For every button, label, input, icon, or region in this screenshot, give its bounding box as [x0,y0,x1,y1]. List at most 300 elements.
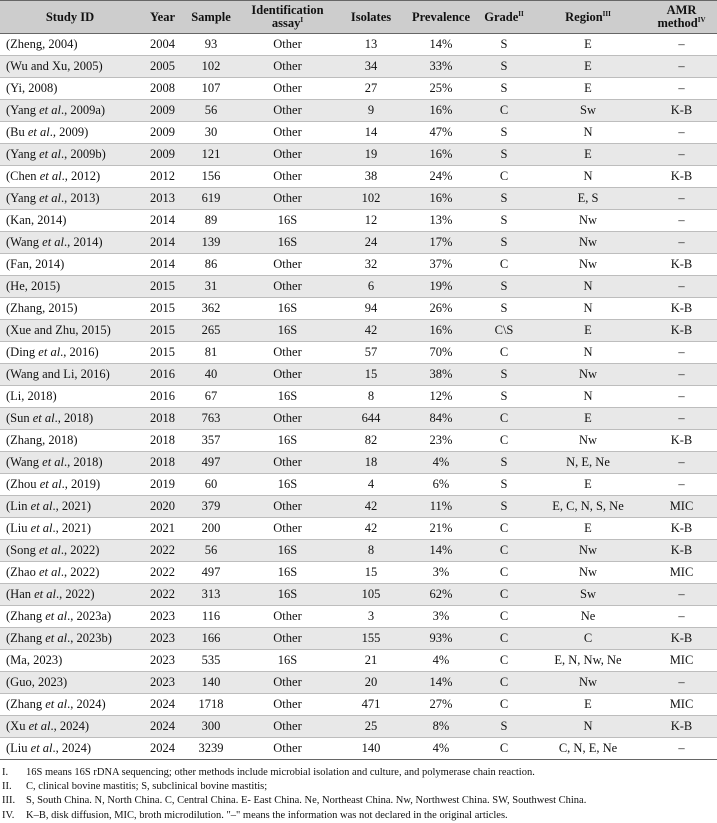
cell-amr: – [646,276,717,298]
cell-study-id [0,650,140,672]
cell-sample: 67 [185,386,237,408]
cell-prevalence: 6% [404,474,478,496]
cell-study-id [0,276,140,298]
cell-sample: 31 [185,276,237,298]
cell-isolates: 4 [338,474,404,496]
cell-prevalence: 4% [404,738,478,760]
cell-region: E [530,474,646,496]
study-id-year: ., 2018) [64,455,103,469]
cell-isolates: 42 [338,320,404,342]
cell-grade: S [478,122,530,144]
cell-isolates: 3 [338,606,404,628]
cell-year: 2005 [140,56,185,78]
header-grade-sup: II [518,9,524,18]
cell-year: 2024 [140,694,185,716]
cell-region: E [530,56,646,78]
table-row [0,298,717,320]
study-id-text: (Guo, 2023) [6,675,68,689]
cell-isolates: 471 [338,694,404,716]
cell-prevalence: 84% [404,408,478,430]
cell-isolates: 644 [338,408,404,430]
header-sample: Sample [185,1,237,34]
cell-assay: Other [237,364,338,386]
study-id-text: (Wang [6,455,43,469]
cell-amr: – [646,144,717,166]
cell-study-id [0,694,140,716]
study-id-text: (Zhang, 2018) [6,433,78,447]
header-identification-assay: Identification assay$^I$ [237,1,338,34]
cell-year: 2015 [140,298,185,320]
cell-prevalence: 24% [404,166,478,188]
cell-assay: Other [237,408,338,430]
cell-year: 2013 [140,188,185,210]
cell-prevalence: 16% [404,188,478,210]
cell-amr: – [646,386,717,408]
cell-region: N [530,716,646,738]
study-id-year: ., 2012) [61,169,101,183]
table-row [0,628,717,650]
cell-grade: C [478,540,530,562]
cell-amr: – [646,188,717,210]
study-id-year: ., 2022) [60,543,100,557]
table-row [0,496,717,518]
cell-amr: K-B [646,254,717,276]
study-id-year: ., 2009) [49,125,89,139]
cell-year: 2015 [140,342,185,364]
cell-isolates: 57 [338,342,404,364]
cell-prevalence: 21% [404,518,478,540]
cell-year: 2022 [140,562,185,584]
cell-region: N, E, Ne [530,452,646,474]
cell-isolates: 9 [338,100,404,122]
cell-year: 2018 [140,452,185,474]
cell-study-id [0,122,140,144]
cell-isolates: 42 [338,518,404,540]
cell-assay: Other [237,56,338,78]
cell-amr: K-B [646,100,717,122]
cell-study-id [0,628,140,650]
cell-assay: Other [237,496,338,518]
header-region: Region$^{III}$ [530,1,646,34]
cell-amr: – [646,342,717,364]
header-year: Year [140,1,185,34]
study-id-text: (Li, 2018) [6,389,57,403]
cell-study-id [0,584,140,606]
cell-year: 2024 [140,716,185,738]
cell-isolates: 24 [338,232,404,254]
cell-prevalence: 19% [404,276,478,298]
cell-prevalence: 12% [404,386,478,408]
cell-sample: 166 [185,628,237,650]
study-id-etal: et al [45,697,68,711]
cell-sample: 265 [185,320,237,342]
cell-amr: – [646,364,717,386]
cell-isolates: 14 [338,122,404,144]
cell-isolates: 8 [338,386,404,408]
cell-study-id [0,232,140,254]
cell-region: E [530,34,646,56]
cell-study-id [0,166,140,188]
cell-region: E [530,408,646,430]
study-id-year: ., 2014) [64,235,103,249]
cell-sample: 56 [185,100,237,122]
study-id-etal: et al [30,741,53,755]
table-row [0,672,717,694]
cell-grade: C [478,430,530,452]
cell-study-id [0,78,140,100]
cell-isolates: 34 [338,56,404,78]
cell-isolates: 13 [338,34,404,56]
study-id-text: (Ma, 2023) [6,653,63,667]
cell-region: N [530,342,646,364]
cell-grade: C [478,650,530,672]
cell-isolates: 6 [338,276,404,298]
cell-study-id [0,144,140,166]
cell-prevalence: 14% [404,34,478,56]
study-id-year: ., 2009a) [61,103,106,117]
cell-isolates: 38 [338,166,404,188]
study-id-text: (Wu and Xu, 2005) [6,59,103,73]
study-id-etal: et al [39,477,62,491]
cell-study-id [0,320,140,342]
cell-grade: S [478,188,530,210]
study-id-year: ., 2024) [67,697,106,711]
cell-assay: 16S [237,298,338,320]
cell-year: 2012 [140,166,185,188]
table-row [0,342,717,364]
cell-assay: Other [237,694,338,716]
cell-prevalence: 13% [404,210,478,232]
study-id-text: (Zhang [6,697,46,711]
cell-year: 2023 [140,650,185,672]
cell-assay: Other [237,672,338,694]
table-row [0,320,717,342]
cell-grade: S [478,716,530,738]
cell-assay: Other [237,34,338,56]
cell-study-id [0,430,140,452]
cell-amr: – [646,474,717,496]
table-row [0,386,717,408]
footnote-number: III. [2,795,16,807]
cell-region: E [530,78,646,100]
cell-year: 2022 [140,584,185,606]
header-amr-method: AMR method$^{IV}$ [646,1,717,34]
table-row [0,408,717,430]
header-identification-assay-sup: I [300,15,304,24]
study-id-year: ., 2016) [60,345,99,359]
study-id-text: (Zhao [6,565,39,579]
cell-assay: Other [237,716,338,738]
cell-year: 2014 [140,232,185,254]
cell-amr: – [646,122,717,144]
cell-grade: S [478,78,530,100]
cell-prevalence: 17% [404,232,478,254]
cell-isolates: 15 [338,562,404,584]
study-id-etal: et al [34,587,56,601]
cell-year: 2018 [140,430,185,452]
cell-amr: K-B [646,540,717,562]
cell-year: 2016 [140,364,185,386]
cell-prevalence: 4% [404,650,478,672]
study-id-etal: et al [39,191,61,205]
cell-sample: 763 [185,408,237,430]
study-id-year: ., 2024) [50,719,89,733]
study-id-text: (Zhang [6,631,46,645]
cell-grade: S [478,210,530,232]
cell-sample: 300 [185,716,237,738]
table-row [0,34,717,56]
cell-isolates: 20 [338,672,404,694]
cell-year: 2023 [140,606,185,628]
cell-region: Nw [530,232,646,254]
cell-sample: 102 [185,56,237,78]
cell-year: 2009 [140,144,185,166]
study-id-text: (Liu [6,521,31,535]
study-id-text: (Wang [6,235,43,249]
cell-prevalence: 93% [404,628,478,650]
footnotes [0,760,717,823]
cell-region: N [530,122,646,144]
cell-amr: – [646,408,717,430]
cell-year: 2022 [140,540,185,562]
cell-sample: 535 [185,650,237,672]
cell-assay: Other [237,122,338,144]
cell-prevalence: 16% [404,320,478,342]
cell-isolates: 32 [338,254,404,276]
cell-sample: 139 [185,232,237,254]
cell-region: Sw [530,584,646,606]
cell-year: 2009 [140,122,185,144]
table-row [0,232,717,254]
cell-assay: 16S [237,320,338,342]
cell-assay: 16S [237,474,338,496]
cell-sample: 379 [185,496,237,518]
cell-region: Nw [530,540,646,562]
cell-isolates: 25 [338,716,404,738]
cell-amr: – [646,452,717,474]
cell-region: E, N, Nw, Ne [530,650,646,672]
cell-sample: 30 [185,122,237,144]
study-id-year: ., 2021) [52,521,92,535]
cell-study-id [0,100,140,122]
cell-isolates: 140 [338,738,404,760]
table-row [0,144,717,166]
cell-year: 2009 [140,100,185,122]
cell-amr: K-B [646,716,717,738]
cell-study-id [0,672,140,694]
cell-amr: MIC [646,694,717,716]
cell-sample: 156 [185,166,237,188]
cell-region: C [530,628,646,650]
cell-sample: 56 [185,540,237,562]
cell-region: Nw [530,210,646,232]
study-id-text: (Han [6,587,35,601]
cell-grade: C [478,562,530,584]
cell-study-id [0,452,140,474]
cell-region: Nw [530,562,646,584]
cell-sample: 497 [185,452,237,474]
cell-assay: Other [237,166,338,188]
cell-amr: K-B [646,298,717,320]
cell-sample: 107 [185,78,237,100]
cell-assay: Other [237,78,338,100]
cell-assay: 16S [237,584,338,606]
study-id-text: (Yi, 2008) [6,81,58,95]
cell-prevalence: 8% [404,716,478,738]
cell-isolates: 42 [338,496,404,518]
header-isolates: Isolates [338,1,404,34]
header-grade: Grade$^{II}$ [478,1,530,34]
cell-grade: S [478,144,530,166]
table-row [0,78,717,100]
cell-grade: C [478,100,530,122]
cell-region: N [530,298,646,320]
cell-assay: Other [237,100,338,122]
study-id-text: (Zhang [6,609,46,623]
cell-prevalence: 37% [404,254,478,276]
study-id-text: (Chen [6,169,40,183]
header-row [0,1,717,34]
cell-assay: Other [237,276,338,298]
cell-sample: 357 [185,430,237,452]
study-id-year: ., 2023b) [67,631,112,645]
cell-study-id [0,210,140,232]
study-id-text: (Zhou [6,477,40,491]
cell-year: 2015 [140,320,185,342]
study-id-etal: et al [45,609,68,623]
study-id-year: ., 2018) [54,411,94,425]
cell-isolates: 18 [338,452,404,474]
cell-grade: S [478,276,530,298]
table-row [0,452,717,474]
header-study-id: Study ID [0,1,140,34]
cell-sample: 93 [185,34,237,56]
cell-isolates: 102 [338,188,404,210]
cell-assay: Other [237,188,338,210]
cell-sample: 60 [185,474,237,496]
study-id-year: ., 2021) [52,499,92,513]
study-id-text: (Xu [6,719,29,733]
cell-year: 2004 [140,34,185,56]
cell-study-id [0,254,140,276]
cell-prevalence: 11% [404,496,478,518]
footnote [2,766,717,780]
cell-sample: 200 [185,518,237,540]
cell-amr: – [646,606,717,628]
cell-isolates: 105 [338,584,404,606]
cell-region: Nw [530,364,646,386]
study-id-year: ., 2019) [61,477,101,491]
cell-prevalence: 25% [404,78,478,100]
cell-isolates: 94 [338,298,404,320]
cell-amr: – [646,210,717,232]
cell-study-id [0,386,140,408]
cell-study-id [0,474,140,496]
header-amr-method-sup: IV [697,15,706,24]
footnote-text: S, South China. N, North China. C, Central China. E- East China. Ne, Northeast China. Nw, Northwest China. SW, Southwest China. [26,795,587,807]
study-id-etal: et al [28,719,51,733]
cell-region: Nw [530,430,646,452]
study-id-text: (He, 2015) [6,279,61,293]
cell-grade: S [478,298,530,320]
table-row [0,210,717,232]
cell-grade: S [478,364,530,386]
cell-year: 2014 [140,254,185,276]
cell-study-id [0,408,140,430]
study-id-text: (Kan, 2014) [6,213,67,227]
cell-prevalence: 14% [404,672,478,694]
study-id-text: (Ding [6,345,39,359]
cell-assay: Other [237,452,338,474]
cell-grade: S [478,34,530,56]
footnote-text: C, clinical bovine mastitis; S, subclinical bovine mastitis; [26,781,268,793]
table-row [0,122,717,144]
cell-region: E, S [530,188,646,210]
cell-sample: 89 [185,210,237,232]
cell-assay: 16S [237,232,338,254]
cell-study-id [0,518,140,540]
cell-year: 2018 [140,408,185,430]
study-id-etal: et al [38,565,61,579]
cell-sample: 116 [185,606,237,628]
cell-region: Nw [530,254,646,276]
table-row [0,430,717,452]
cell-amr: – [646,672,717,694]
study-id-etal: et al [27,125,50,139]
study-id-text: (Zhang, 2015) [6,301,78,315]
cell-region: E [530,694,646,716]
cell-sample: 1718 [185,694,237,716]
cell-prevalence: 3% [404,606,478,628]
table-row [0,562,717,584]
study-id-year: ., 2024) [52,741,92,755]
study-id-text: (Song [6,543,39,557]
cell-study-id [0,716,140,738]
cell-sample: 362 [185,298,237,320]
study-id-etal: et al [38,345,61,359]
cell-assay: 16S [237,540,338,562]
study-id-etal: et al [39,543,61,557]
study-id-etal: et al [45,631,68,645]
cell-grade: S [478,496,530,518]
cell-prevalence: 47% [404,122,478,144]
cell-sample: 81 [185,342,237,364]
cell-study-id [0,540,140,562]
cell-amr: K-B [646,320,717,342]
cell-isolates: 82 [338,430,404,452]
cell-prevalence: 3% [404,562,478,584]
cell-assay: 16S [237,210,338,232]
cell-assay: Other [237,144,338,166]
cell-study-id [0,188,140,210]
cell-year: 2008 [140,78,185,100]
cell-study-id [0,56,140,78]
cell-amr: – [646,78,717,100]
cell-study-id [0,606,140,628]
study-id-text: (Yang [6,103,40,117]
cell-isolates: 19 [338,144,404,166]
cell-prevalence: 16% [404,144,478,166]
table-row [0,276,717,298]
cell-prevalence: 16% [404,100,478,122]
cell-region: E [530,518,646,540]
study-id-etal: et al [39,103,61,117]
study-id-text: (Liu [6,741,31,755]
cell-grade: C\S [478,320,530,342]
cell-assay: Other [237,628,338,650]
table-row [0,56,717,78]
cell-assay: Other [237,738,338,760]
